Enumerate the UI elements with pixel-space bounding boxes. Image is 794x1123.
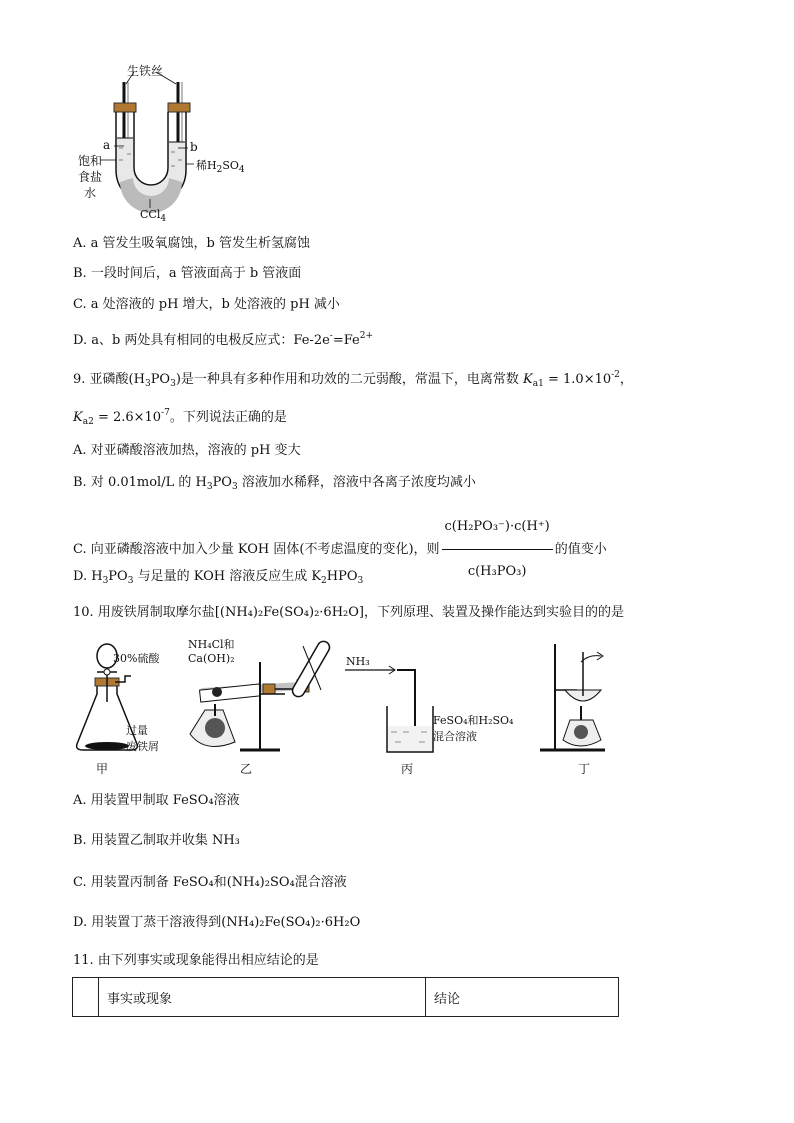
label-sulfuric-acid: 30%硫酸 — [113, 652, 160, 665]
label-nh3-inlet: NH₃ — [346, 655, 370, 668]
q9-option-a: A. 对亚磷酸溶液加热，溶液的 pH 变大 — [73, 443, 301, 458]
label-bing: 丙 — [401, 762, 414, 776]
label-b: b — [190, 140, 198, 154]
label-salt-water-2: 食盐 — [78, 170, 103, 184]
q11-table — [72, 977, 619, 1017]
q10-option-d: D. 用装置丁蒸干溶液得到(NH₄)₂Fe(SO₄)₂·6H₂O — [73, 915, 361, 930]
q8-option-c: C. a 处溶液的 pH 增大，b 处溶液的 pH 减小 — [73, 297, 340, 312]
label-excess: 过量 — [126, 724, 148, 737]
q10-option-c: C. 用装置丙制备 FeSO₄和(NH₄)₂SO₄混合溶液 — [73, 875, 347, 890]
q8-option-a: A. a 管发生吸氧腐蚀，b 管发生析氢腐蚀 — [73, 236, 310, 251]
q9-stem-line2: $K_{a2} = 2.6\times 10^{-7}$。下列说法正确的是 — [73, 408, 287, 427]
label-mixed-solution-2: 混合溶液 — [433, 730, 477, 743]
ratio-fraction: $\frac{\text{c(H₂PO₃⁻)·c(H⁺)}}{\text{c(H₃PO₃)}}$ — [442, 507, 553, 592]
label-dilute-acid: 稀$H_2SO_4$ — [196, 159, 245, 175]
q9-option-c: C. 向亚磷酸溶液中加入少量 KOH 固体(不考虑温度的变化)，则 $\frac{\text{c(H₂PO₃⁻)·c(H⁺)}}{\text{c(H₃PO₃)}}$ 的值变小 — [73, 507, 607, 592]
label-jia: 甲 — [96, 762, 109, 776]
q9-option-d: D. $H_3PO_3$ 与足量的 KOH 溶液反应生成 $K_2HPO_3$ — [73, 569, 364, 586]
q10-stem: 10. 用废铁屑制取摩尔盐[(NH₄)₂Fe(SO₄)₂·6H₂O]，下列原理、装置及操作能达到实验目的的是 — [73, 605, 624, 620]
q10-option-b: B. 用装置乙制取并收集 NH₃ — [73, 833, 240, 848]
label-salt-water-1: 饱和 — [78, 154, 103, 168]
label-iron-wire: 生铁丝 — [127, 64, 164, 78]
q11-stem: 11. 由下列事实或现象能得出相应结论的是 — [73, 953, 319, 968]
q9-stem: 9. 亚磷酸$(H_3PO_3)$是一种具有多种作用和功效的二元弱酸，常温下，电离常数 $K_{a1} = 1.0\times 10^{-2}$， — [73, 370, 633, 389]
q8-option-b: B. 一段时间后，a 管液面高于 b 管液面 — [73, 266, 302, 281]
apparatus-ding — [540, 644, 605, 750]
u-tube-figure — [70, 60, 260, 225]
label-nh4cl: NH₄Cl和 — [188, 638, 235, 651]
label-scrap-iron: 废铁屑 — [126, 740, 159, 753]
q9-option-b: B. 对 0.01mol/L 的 $H_3PO_3$ 溶液加水稀释，溶液中各离子浓度均减小 — [73, 475, 476, 492]
table-header-conclusion: 结论 — [426, 978, 619, 1017]
label-caoh2: Ca(OH)₂ — [188, 652, 235, 665]
label-ding: 丁 — [578, 762, 591, 776]
label-a: a — [103, 138, 111, 152]
label-salt-water-3: 水 — [84, 186, 97, 200]
table-row — [73, 978, 619, 1017]
label-mixed-solution-1: FeSO₄和H₂SO₄ — [433, 714, 514, 727]
label-ccl4: CCl$_4$ — [140, 208, 167, 224]
label-yi: 乙 — [240, 762, 253, 776]
apparatus-bing — [345, 666, 433, 752]
table-header-fact: 事实或现象 — [99, 978, 426, 1017]
table-header-index — [73, 978, 99, 1017]
q10-option-a: A. 用装置甲制取 FeSO₄溶液 — [73, 793, 240, 808]
q8-option-d: D. a、b 两处具有相同的电极反应式：$Fe-2e^-=Fe^{2+}$ — [73, 331, 374, 348]
